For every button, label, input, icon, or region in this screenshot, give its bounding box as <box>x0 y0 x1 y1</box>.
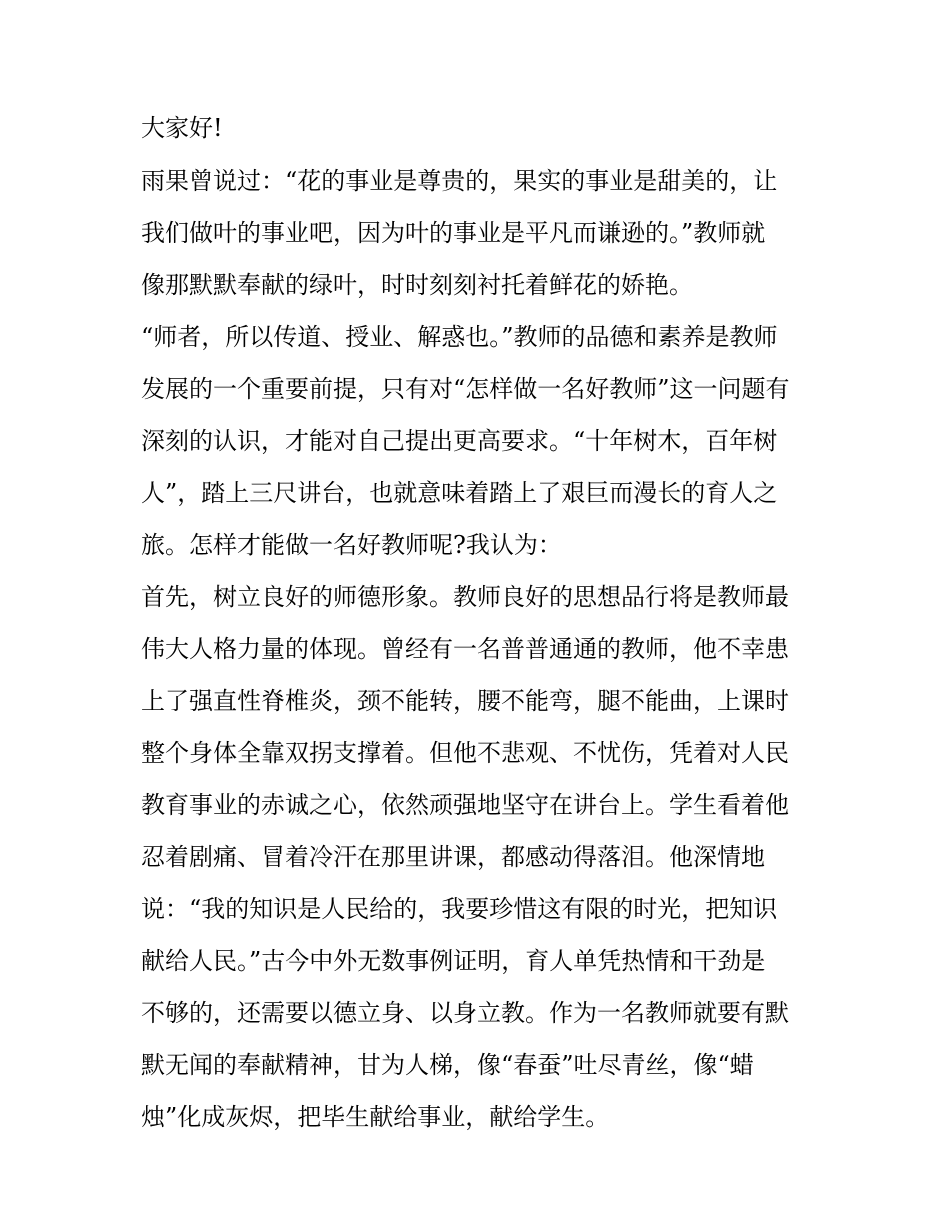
text-line: 发展的一个重要前提，只有对“怎样做一名好教师”这一问题有 <box>141 375 790 403</box>
text-line: 像那默默奉献的绿叶，时时刻刻衬托着鲜花的娇艳。 <box>141 271 693 299</box>
text-line: 雨果曾说过：“花的事业是尊贵的，果实的事业是甜美的，让 <box>141 167 778 195</box>
text-line: 我们做叶的事业吧，因为叶的事业是平凡而谦逊的。”教师就 <box>141 219 766 247</box>
text-line: 不够的，还需要以德立身、以身立教。作为一名教师就要有默 <box>141 999 789 1027</box>
text-line: 上了强直性脊椎炎，颈不能转，腰不能弯，腿不能曲，上课时 <box>141 687 789 715</box>
text-line: “师者，所以传道、授业、解惑也。”教师的品德和素养是教师 <box>141 323 778 351</box>
text-line: 整个身体全靠双拐支撑着。但他不悲观、不忧伤，凭着对人民 <box>141 739 789 767</box>
text-line: 献给人民。”古今中外无数事例证明，育人单凭热情和干劲是 <box>141 947 766 975</box>
text-line: 忍着剧痛、冒着冷汗在那里讲课，都感动得落泪。他深情地 <box>141 843 765 871</box>
text-line: 深刻的认识，才能对自己提出更高要求。“十年树木，百年树 <box>141 427 778 455</box>
text-line: 教育事业的赤诚之心，依然顽强地坚守在讲台上。学生看着他 <box>141 791 789 819</box>
text-line: 首先，树立良好的师德形象。教师良好的思想品行将是教师最 <box>141 583 789 611</box>
text-line: 人”，踏上三尺讲台，也就意味着踏上了艰巨而漫长的育人之 <box>141 479 778 507</box>
text-line: 烛”化成灰烬，把毕生献给事业，献给学生。 <box>141 1103 610 1131</box>
text-line: 默无闻的奉献精神，甘为人梯，像“春蚕”吐尽青丝，像“蜡 <box>141 1051 754 1079</box>
text-line: 说：“我的知识是人民给的，我要珍惜这有限的时光，把知识 <box>141 895 778 923</box>
text-line: 大家好! <box>141 114 223 142</box>
text-line: 伟大人格力量的体现。曾经有一名普普通通的教师，他不幸患 <box>141 635 789 663</box>
text-line: 旅。怎样才能做一名好教师呢?我认为： <box>141 531 562 559</box>
